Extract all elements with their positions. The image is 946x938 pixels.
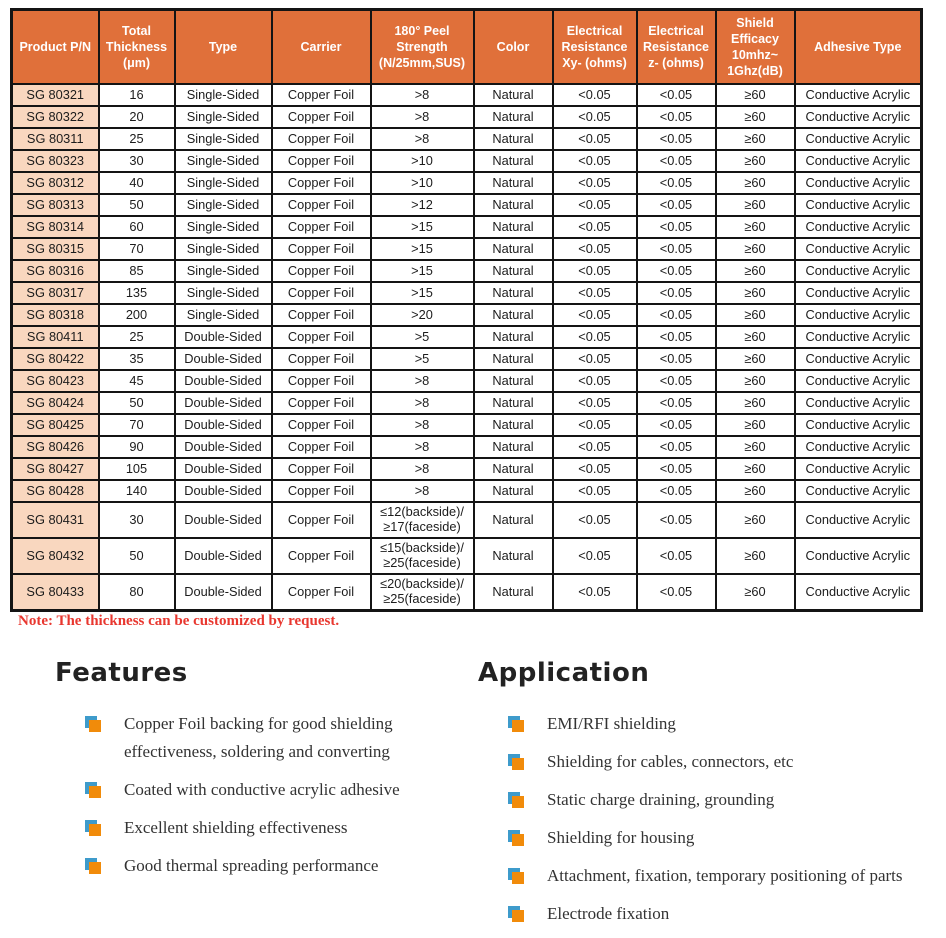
table-cell: >15	[371, 238, 474, 260]
table-cell: <0.05	[637, 414, 716, 436]
application-list	[478, 710, 938, 928]
table-cell: 60	[99, 216, 175, 238]
table-cell: Copper Foil	[272, 414, 371, 436]
product-pn-cell: SG 80422	[12, 348, 99, 370]
table-cell: >8	[371, 392, 474, 414]
table-cell: Natural	[474, 392, 553, 414]
table-cell: Copper Foil	[272, 282, 371, 304]
table-cell: <0.05	[637, 326, 716, 348]
table-cell: <0.05	[637, 574, 716, 611]
table-cell: Copper Foil	[272, 106, 371, 128]
table-cell: Copper Foil	[272, 128, 371, 150]
table-cell: <0.05	[553, 370, 637, 392]
table-cell: Single-Sided	[175, 172, 272, 194]
table-cell: <0.05	[553, 238, 637, 260]
table-cell: Natural	[474, 370, 553, 392]
table-cell: <0.05	[553, 392, 637, 414]
table-cell: Single-Sided	[175, 150, 272, 172]
product-pn-cell: SG 80426	[12, 436, 99, 458]
table-cell: <0.05	[553, 538, 637, 574]
table-cell: 45	[99, 370, 175, 392]
square-bullet-icon	[508, 906, 525, 923]
table-cell: Conductive Acrylic	[795, 238, 922, 260]
list-item	[508, 824, 938, 852]
table-cell: 35	[99, 348, 175, 370]
square-bullet-icon	[85, 820, 102, 837]
table-cell: <0.05	[637, 282, 716, 304]
table-row	[12, 194, 922, 216]
table-cell: ≥60	[716, 502, 795, 538]
list-item	[508, 900, 938, 928]
table-cell: Copper Foil	[272, 172, 371, 194]
table-cell: <0.05	[637, 458, 716, 480]
list-item-text: EMI/RFI shielding	[547, 714, 676, 733]
table-cell: <0.05	[553, 480, 637, 502]
table-cell: 90	[99, 436, 175, 458]
table-cell: >8	[371, 106, 474, 128]
table-cell: Natural	[474, 304, 553, 326]
list-item-text: Coated with conductive acrylic adhesive	[124, 780, 400, 799]
table-cell: 30	[99, 502, 175, 538]
table-cell: Double-Sided	[175, 348, 272, 370]
table-cell: Copper Foil	[272, 304, 371, 326]
column-header: Product P/N	[12, 10, 99, 85]
table-cell: <0.05	[637, 106, 716, 128]
table-cell: Double-Sided	[175, 502, 272, 538]
table-cell: <0.05	[637, 304, 716, 326]
table-cell: Conductive Acrylic	[795, 304, 922, 326]
square-bullet-icon	[85, 782, 102, 799]
table-cell: ≥60	[716, 348, 795, 370]
table-cell: <0.05	[637, 128, 716, 150]
table-row	[12, 128, 922, 150]
table-cell: Conductive Acrylic	[795, 106, 922, 128]
square-bullet-icon	[85, 858, 102, 875]
product-pn-cell: SG 80427	[12, 458, 99, 480]
table-cell: Single-Sided	[175, 238, 272, 260]
table-cell: Natural	[474, 260, 553, 282]
list-item	[85, 814, 455, 842]
table-cell: <0.05	[553, 458, 637, 480]
customization-note: Note: The thickness can be customized by request.	[18, 613, 340, 629]
list-item	[508, 786, 938, 814]
table-cell: Conductive Acrylic	[795, 436, 922, 458]
table-cell: Natural	[474, 458, 553, 480]
table-cell: >12	[371, 194, 474, 216]
table-cell: >15	[371, 282, 474, 304]
table-row	[12, 150, 922, 172]
table-cell: Copper Foil	[272, 348, 371, 370]
table-row	[12, 458, 922, 480]
table-cell: ≥60	[716, 172, 795, 194]
product-pn-cell: SG 80323	[12, 150, 99, 172]
table-cell: >15	[371, 216, 474, 238]
table-cell: ≥60	[716, 304, 795, 326]
table-cell: Single-Sided	[175, 128, 272, 150]
table-cell: Natural	[474, 238, 553, 260]
table-cell: <0.05	[637, 348, 716, 370]
product-pn-cell: SG 80321	[12, 84, 99, 106]
table-cell: Double-Sided	[175, 480, 272, 502]
list-item-text: Excellent shielding effectiveness	[124, 818, 348, 837]
table-cell: >8	[371, 128, 474, 150]
table-row	[12, 282, 922, 304]
application-section	[478, 658, 938, 938]
table-cell: Conductive Acrylic	[795, 348, 922, 370]
table-cell: ≥60	[716, 436, 795, 458]
table-cell: 135	[99, 282, 175, 304]
table-cell: <0.05	[553, 304, 637, 326]
table-cell: <0.05	[637, 194, 716, 216]
square-bullet-icon	[508, 830, 525, 847]
table-cell: <0.05	[637, 502, 716, 538]
table-row	[12, 370, 922, 392]
table-cell: ≥60	[716, 194, 795, 216]
product-pn-cell: SG 80312	[12, 172, 99, 194]
table-cell: Conductive Acrylic	[795, 538, 922, 574]
table-cell: <0.05	[553, 84, 637, 106]
table-cell: Copper Foil	[272, 538, 371, 574]
table-cell: Natural	[474, 480, 553, 502]
product-pn-cell: SG 80316	[12, 260, 99, 282]
table-cell: Conductive Acrylic	[795, 370, 922, 392]
column-header: Color	[474, 10, 553, 85]
table-cell: >8	[371, 84, 474, 106]
table-cell: ≥60	[716, 538, 795, 574]
list-item-text: Good thermal spreading performance	[124, 856, 379, 875]
column-header: Electrical Resistance Xy- (ohms)	[553, 10, 637, 85]
table-cell: Copper Foil	[272, 574, 371, 611]
table-cell: Conductive Acrylic	[795, 480, 922, 502]
table-cell: Single-Sided	[175, 282, 272, 304]
table-cell: <0.05	[553, 150, 637, 172]
table-cell: <0.05	[637, 392, 716, 414]
table-cell: ≥60	[716, 106, 795, 128]
table-cell: Natural	[474, 172, 553, 194]
table-cell: Conductive Acrylic	[795, 128, 922, 150]
table-cell: <0.05	[637, 370, 716, 392]
table-cell: Single-Sided	[175, 304, 272, 326]
product-pn-cell: SG 80433	[12, 574, 99, 611]
table-cell: Conductive Acrylic	[795, 282, 922, 304]
table-row	[12, 480, 922, 502]
product-pn-cell: SG 80432	[12, 538, 99, 574]
table-cell: 50	[99, 538, 175, 574]
table-cell: <0.05	[553, 436, 637, 458]
product-pn-cell: SG 80322	[12, 106, 99, 128]
table-cell: ≥60	[716, 282, 795, 304]
table-row	[12, 84, 922, 106]
product-pn-cell: SG 80411	[12, 326, 99, 348]
table-cell: Double-Sided	[175, 574, 272, 611]
table-cell: Copper Foil	[272, 502, 371, 538]
table-cell: <0.05	[553, 260, 637, 282]
table-cell: <0.05	[553, 502, 637, 538]
table-cell: ≥60	[716, 150, 795, 172]
table-cell: ≥60	[716, 238, 795, 260]
table-row	[12, 436, 922, 458]
table-cell: 25	[99, 128, 175, 150]
product-pn-cell: SG 80317	[12, 282, 99, 304]
square-bullet-icon	[508, 716, 525, 733]
table-cell: 16	[99, 84, 175, 106]
features-list	[55, 710, 455, 880]
table-cell: Conductive Acrylic	[795, 574, 922, 611]
table-cell: ≥60	[716, 458, 795, 480]
table-cell: Single-Sided	[175, 216, 272, 238]
table-cell: <0.05	[637, 216, 716, 238]
table-cell: Natural	[474, 194, 553, 216]
table-cell: <0.05	[553, 194, 637, 216]
table-cell: Natural	[474, 106, 553, 128]
table-cell: Natural	[474, 574, 553, 611]
table-cell: Copper Foil	[272, 436, 371, 458]
table-cell: Copper Foil	[272, 238, 371, 260]
table-cell: Copper Foil	[272, 216, 371, 238]
table-cell: <0.05	[553, 216, 637, 238]
table-cell: ≥60	[716, 370, 795, 392]
square-bullet-icon	[508, 792, 525, 809]
table-cell: >8	[371, 458, 474, 480]
table-cell: Natural	[474, 282, 553, 304]
table-cell: >15	[371, 260, 474, 282]
list-item-text: Shielding for housing	[547, 828, 695, 847]
table-cell: 70	[99, 414, 175, 436]
list-item	[85, 852, 455, 880]
table-cell: 105	[99, 458, 175, 480]
table-row	[12, 348, 922, 370]
table-cell: Natural	[474, 84, 553, 106]
list-item	[85, 776, 455, 804]
features-section	[55, 658, 455, 890]
table-cell: Natural	[474, 538, 553, 574]
table-cell: Double-Sided	[175, 326, 272, 348]
table-cell: <0.05	[637, 260, 716, 282]
table-cell: Natural	[474, 326, 553, 348]
table-header-row	[12, 10, 922, 85]
column-header: Shield Efficacy 10mhz~ 1Ghz(dB)	[716, 10, 795, 85]
table-cell: Conductive Acrylic	[795, 458, 922, 480]
table-row	[12, 414, 922, 436]
product-pn-cell: SG 80314	[12, 216, 99, 238]
table-row	[12, 260, 922, 282]
table-cell: Natural	[474, 150, 553, 172]
column-header: Total Thickness (μm)	[99, 10, 175, 85]
table-cell: >8	[371, 480, 474, 502]
column-header: Electrical Resistance z- (ohms)	[637, 10, 716, 85]
table-cell: ≥60	[716, 574, 795, 611]
product-pn-cell: SG 80424	[12, 392, 99, 414]
table-cell: >8	[371, 436, 474, 458]
table-cell: Conductive Acrylic	[795, 414, 922, 436]
list-item-text: Static charge draining, grounding	[547, 790, 775, 809]
table-cell: <0.05	[553, 414, 637, 436]
table-cell: Copper Foil	[272, 458, 371, 480]
table-cell: 40	[99, 172, 175, 194]
table-cell: ≥60	[716, 84, 795, 106]
product-pn-cell: SG 80423	[12, 370, 99, 392]
table-cell: Single-Sided	[175, 84, 272, 106]
list-item	[508, 748, 938, 776]
square-bullet-icon	[508, 868, 525, 885]
table-cell: <0.05	[637, 150, 716, 172]
table-cell: Conductive Acrylic	[795, 260, 922, 282]
table-cell: <0.05	[637, 538, 716, 574]
table-cell: >8	[371, 370, 474, 392]
table-cell: Natural	[474, 128, 553, 150]
column-header: Type	[175, 10, 272, 85]
table-cell: Copper Foil	[272, 194, 371, 216]
table-cell: Single-Sided	[175, 106, 272, 128]
table-cell: Copper Foil	[272, 392, 371, 414]
table-cell: Double-Sided	[175, 458, 272, 480]
table-cell: <0.05	[637, 172, 716, 194]
column-header: 180° Peel Strength (N/25mm,SUS)	[371, 10, 474, 85]
table-cell: Natural	[474, 502, 553, 538]
table-cell: Copper Foil	[272, 326, 371, 348]
table-cell: <0.05	[637, 436, 716, 458]
table-cell: Conductive Acrylic	[795, 326, 922, 348]
list-item	[508, 862, 938, 890]
table-cell: >8	[371, 414, 474, 436]
table-cell: Single-Sided	[175, 260, 272, 282]
table-cell: 50	[99, 392, 175, 414]
table-cell: Copper Foil	[272, 84, 371, 106]
table-cell: <0.05	[553, 128, 637, 150]
table-cell: Conductive Acrylic	[795, 172, 922, 194]
table-row	[12, 392, 922, 414]
square-bullet-icon	[85, 716, 102, 733]
table-cell: Conductive Acrylic	[795, 392, 922, 414]
table-cell: Double-Sided	[175, 392, 272, 414]
table-cell: ≥60	[716, 216, 795, 238]
table-row	[12, 304, 922, 326]
table-row	[12, 172, 922, 194]
table-cell: Conductive Acrylic	[795, 216, 922, 238]
table-cell: Double-Sided	[175, 370, 272, 392]
product-pn-cell: SG 80315	[12, 238, 99, 260]
table-cell: ≥60	[716, 392, 795, 414]
table-cell: Double-Sided	[175, 436, 272, 458]
table-cell: Natural	[474, 216, 553, 238]
table-cell: >10	[371, 172, 474, 194]
table-cell: Conductive Acrylic	[795, 194, 922, 216]
square-bullet-icon	[508, 754, 525, 771]
list-item-text: Attachment, fixation, temporary positioning of parts	[547, 866, 903, 885]
table-cell: >5	[371, 326, 474, 348]
table-cell: 30	[99, 150, 175, 172]
table-cell: <0.05	[637, 480, 716, 502]
table-cell: ≤20(backside)/ ≥25(faceside)	[371, 574, 474, 611]
table-row	[12, 326, 922, 348]
table-cell: Copper Foil	[272, 260, 371, 282]
table-cell: >10	[371, 150, 474, 172]
list-item-text: Copper Foil backing for good shielding effectiveness, soldering and converting	[124, 714, 393, 761]
table-cell: 70	[99, 238, 175, 260]
table-cell: 50	[99, 194, 175, 216]
product-pn-cell: SG 80313	[12, 194, 99, 216]
table-cell: >5	[371, 348, 474, 370]
table-cell: ≥60	[716, 128, 795, 150]
table-cell: ≥60	[716, 414, 795, 436]
table-cell: Copper Foil	[272, 480, 371, 502]
table-cell: 80	[99, 574, 175, 611]
column-header: Adhesive Type	[795, 10, 922, 85]
table-row	[12, 538, 922, 574]
table-cell: ≥60	[716, 260, 795, 282]
column-header: Carrier	[272, 10, 371, 85]
table-cell: <0.05	[553, 106, 637, 128]
table-cell: 25	[99, 326, 175, 348]
table-cell: 85	[99, 260, 175, 282]
table-cell: <0.05	[553, 574, 637, 611]
list-item-text: Electrode fixation	[547, 904, 670, 923]
table-cell: ≥60	[716, 480, 795, 502]
table-cell: <0.05	[553, 172, 637, 194]
table-row	[12, 238, 922, 260]
table-cell: ≥60	[716, 326, 795, 348]
list-item-text: Shielding for cables, connectors, etc	[547, 752, 794, 771]
table-cell: <0.05	[553, 282, 637, 304]
table-cell: ≤12(backside)/ ≥17(faceside)	[371, 502, 474, 538]
list-item	[85, 710, 455, 766]
spec-table	[10, 8, 923, 612]
table-cell: Double-Sided	[175, 414, 272, 436]
table-row	[12, 502, 922, 538]
table-cell: >20	[371, 304, 474, 326]
table-cell: Copper Foil	[272, 150, 371, 172]
table-row	[12, 216, 922, 238]
product-pn-cell: SG 80431	[12, 502, 99, 538]
product-pn-cell: SG 80425	[12, 414, 99, 436]
table-cell: <0.05	[637, 238, 716, 260]
table-cell: Conductive Acrylic	[795, 150, 922, 172]
product-pn-cell: SG 80311	[12, 128, 99, 150]
list-item	[508, 710, 938, 738]
table-cell: 140	[99, 480, 175, 502]
table-cell: ≤15(backside)/ ≥25(faceside)	[371, 538, 474, 574]
table-cell: Conductive Acrylic	[795, 84, 922, 106]
table-row	[12, 574, 922, 611]
product-pn-cell: SG 80428	[12, 480, 99, 502]
table-cell: Double-Sided	[175, 538, 272, 574]
product-pn-cell: SG 80318	[12, 304, 99, 326]
table-cell: Natural	[474, 436, 553, 458]
table-cell: Copper Foil	[272, 370, 371, 392]
table-cell: Natural	[474, 414, 553, 436]
table-cell: Natural	[474, 348, 553, 370]
table-cell: 20	[99, 106, 175, 128]
table-cell: Conductive Acrylic	[795, 502, 922, 538]
features-title: Features	[55, 658, 188, 688]
table-cell: <0.05	[553, 326, 637, 348]
table-cell: Single-Sided	[175, 194, 272, 216]
table-cell: <0.05	[637, 84, 716, 106]
application-title: Application	[478, 658, 650, 688]
table-cell: 200	[99, 304, 175, 326]
table-cell: <0.05	[553, 348, 637, 370]
table-row	[12, 106, 922, 128]
